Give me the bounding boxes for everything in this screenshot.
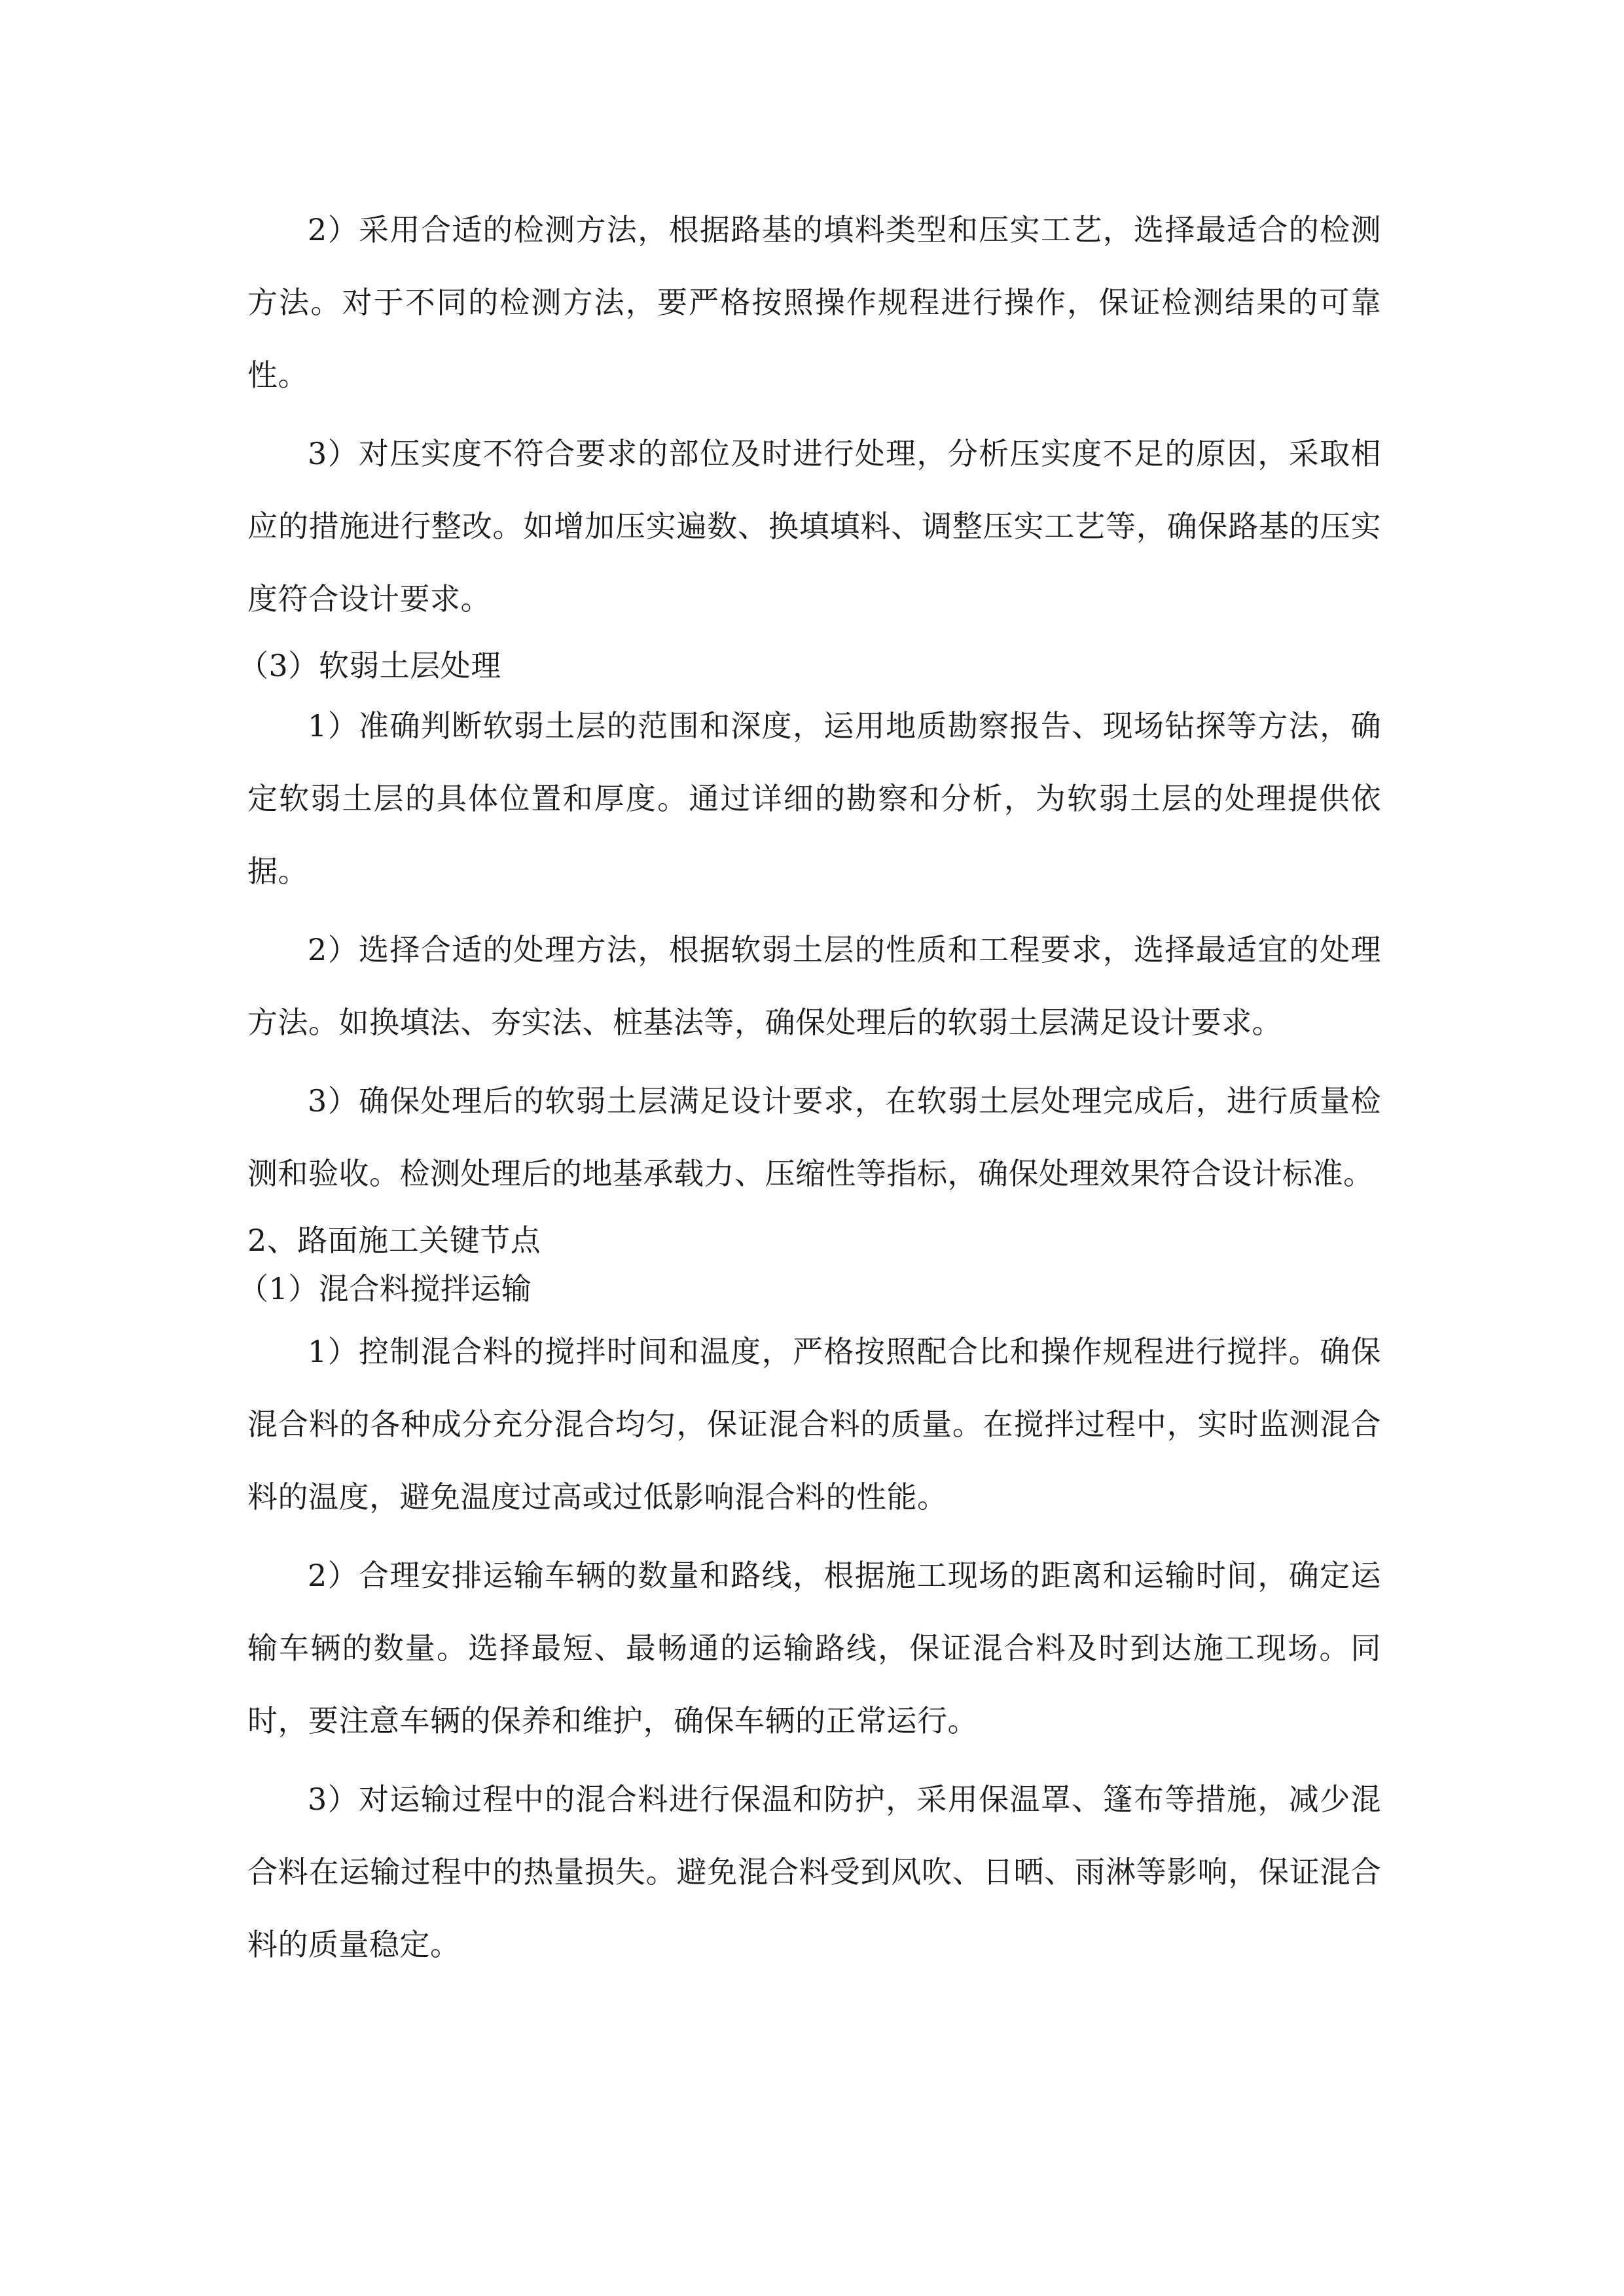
paragraph: 1）准确判断软弱土层的范围和深度，运用地质勘察报告、现场钻探等方法，确定软弱土层的具体位置和厚度。通过详细的勘察和分析，为软弱土层的处理提供依据。 (247, 708, 1381, 889)
paragraph: 2）合理安排运输车辆的数量和路线，根据施工现场的距离和运输时间，确定运输车辆的数量。选择最短、最畅通的运输路线，保证混合料及时到达施工现场。同时，要注意车辆的保养和维护，确保车辆的正常运行。 (247, 1558, 1381, 1738)
paragraph: 3）对压实度不符合要求的部位及时进行处理，分析压实度不足的原因，采取相应的措施进行整改。如增加压实遍数、换填填料、调整压实工艺等，确保路基的压实度符合设计要求。 (247, 436, 1381, 617)
paragraph: 1）控制混合料的搅拌时间和温度，严格按照配合比和操作规程进行搅拌。确保混合料的各种成分充分混合均匀，保证混合料的质量。在搅拌过程中，实时监测混合料的温度，避免温度过高或过低影响混合料的性能。 (247, 1334, 1381, 1515)
document-page (238, 194, 1381, 1987)
subsection-heading: （1）混合料搅拌运输 (238, 1271, 532, 1306)
paragraph: 2）选择合适的处理方法，根据软弱土层的性质和工程要求，选择最适宜的处理方法。如换填法、夯实法、桩基法等，确保处理后的软弱土层满足设计要求。 (247, 932, 1381, 1040)
paragraph: 2）采用合适的检测方法，根据路基的填料类型和压实工艺，选择最适合的检测方法。对于不同的检测方法，要严格按照操作规程进行操作，保证检测结果的可靠性。 (247, 212, 1381, 393)
paragraph: 3）确保处理后的软弱土层满足设计要求，在软弱土层处理完成后，进行质量检测和验收。检测处理后的地基承载力、压缩性等指标，确保处理效果符合设计标准。 (247, 1083, 1381, 1191)
paragraph: 3）对运输过程中的混合料进行保温和防护，采用保温罩、篷布等措施，减少混合料在运输过程中的热量损失。避免混合料受到风吹、日晒、雨淋等影响，保证混合料的质量稳定。 (247, 1782, 1381, 1962)
subsection-heading: （3）软弱土层处理 (238, 648, 501, 683)
section-heading: 2、路面施工关键节点 (247, 1223, 541, 1258)
